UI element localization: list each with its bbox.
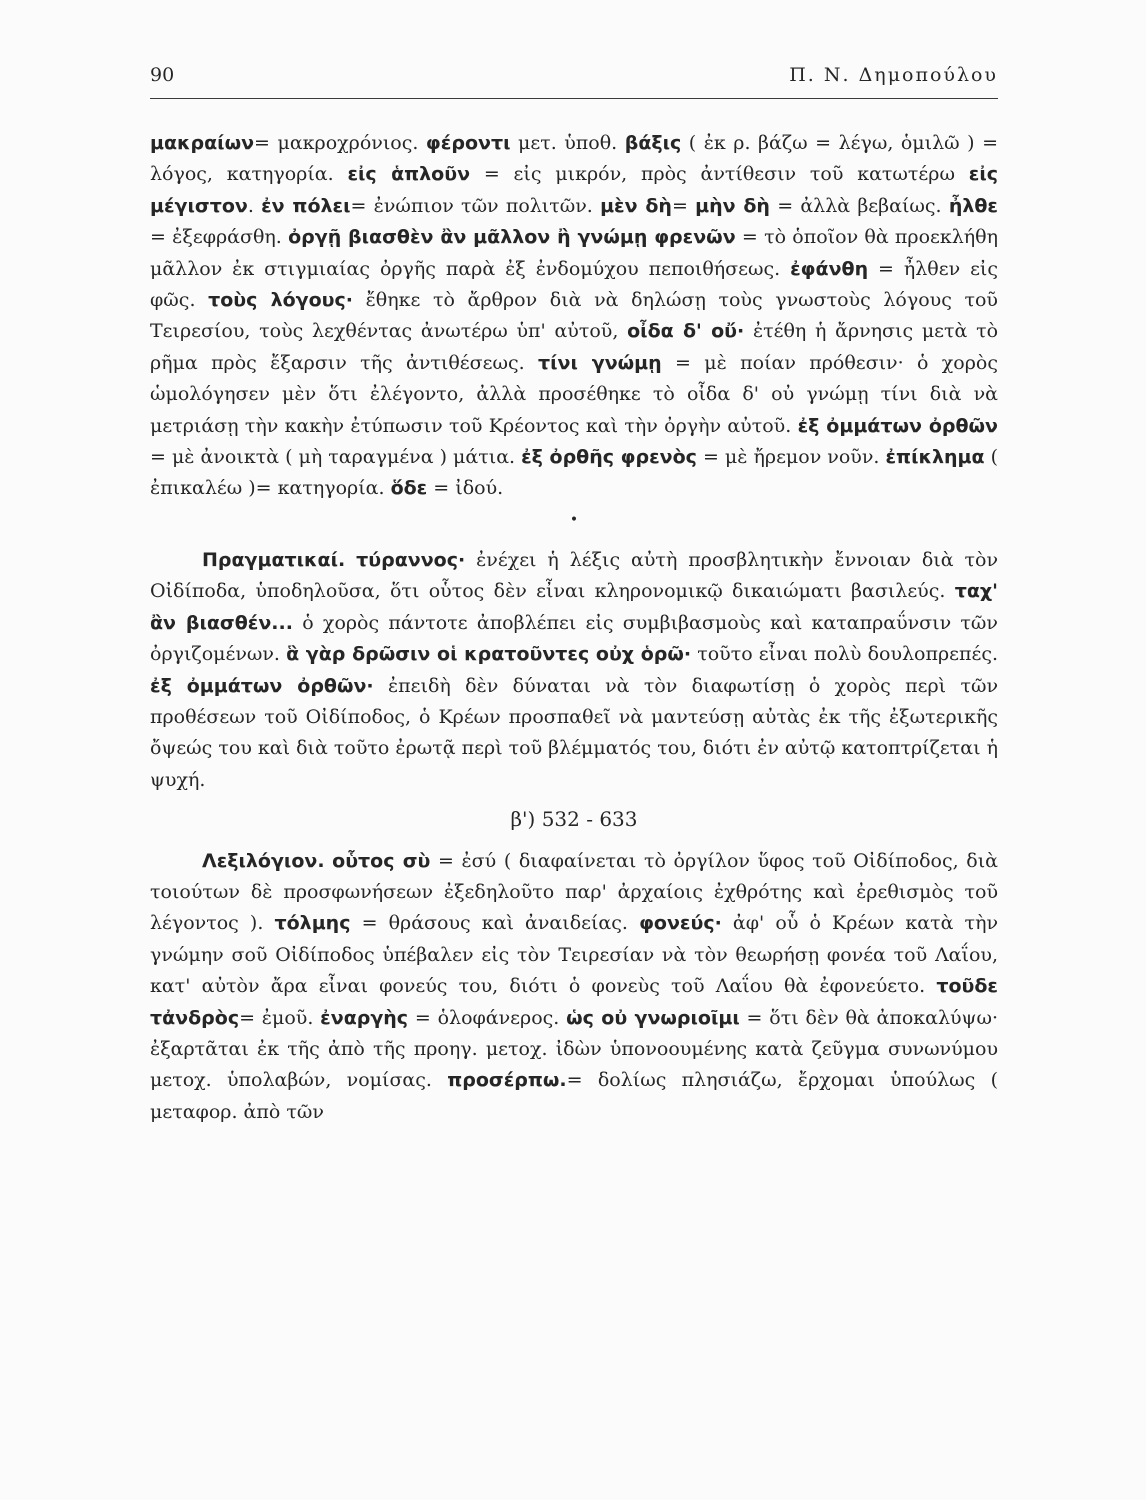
page-body <box>150 128 998 1128</box>
separator-dot: • <box>569 511 579 528</box>
headword: ὀργῇ βιασθὲν ἂν μᾶλλον ἢ γνώμῃ φρενῶν <box>288 226 736 249</box>
headword: ἐφάνθη <box>790 257 869 280</box>
headword: εἰς μέγιστον <box>150 163 998 217</box>
headword: τίνι γνώμῃ <box>537 351 662 374</box>
gloss-text: = ἰδού. <box>427 477 504 500</box>
headword: τοῦδε τἀνδρὸς <box>150 975 998 1029</box>
gloss-text: . <box>247 194 262 217</box>
gloss-text: = ἐνώπιον τῶν πολιτῶν. <box>350 194 601 217</box>
headword: τοὺς λόγους· <box>208 289 353 312</box>
headword: τύραννος· <box>356 548 466 571</box>
headword: Πραγματικαί. <box>202 548 346 571</box>
gloss-text: = ὅτι δὲν θὰ ἀποκαλύψω· ἐξαρτᾶται ἐκ τῆς ἀπὸ τῆς προηγ. μετοχ. ἰδὼν ὑπονοουμένης κατὰ ζεῦγμα συνωνύμου μετοχ. ὑπολαβών, νομίσας. <box>150 1006 998 1092</box>
headword: φέροντι <box>425 132 511 154</box>
headword: οὗτος σὺ <box>332 849 431 872</box>
headword: ἐξ ὀμμάτων ὀρθῶν· <box>150 674 374 697</box>
headword: ἐν πόλει <box>261 194 351 217</box>
gloss-text: = <box>671 194 696 217</box>
headword: ἐναργὴς <box>320 1006 409 1029</box>
paragraph-vocabulary-2 <box>150 846 998 1129</box>
gloss-text: μετ. ὑποθ. <box>510 132 625 154</box>
headword: φονεύς· <box>639 912 722 935</box>
headword: ταχ' ἂν βιασθέν... <box>150 580 998 634</box>
gloss-text: ( ἐκ ρ. βάζω = λέγω, ὁμιλῶ ) = λόγος, κατηγορία. <box>150 132 999 186</box>
gloss-text: τοῦτο εἶναι πολὺ δουλοπρεπές. <box>691 643 999 666</box>
gloss-text: = ὁλοφάνερος. <box>408 1006 567 1029</box>
gloss-text: ὁ χορὸς πάντοτε ἀποβλέπει εἰς συμβιβασμοὺς καὶ καταπραΰνσιν τῶν ὀργιζομένων. <box>150 611 998 666</box>
headword: τόλμης <box>274 912 351 935</box>
headword: ἃ γὰρ δρῶσιν οἱ κρατοῦντες οὐχ ὁρῶ· <box>286 643 692 666</box>
gloss-text: = ἐσύ ( διαφαίνεται τὸ ὀργίλον ὕφος τοῦ Οἰδίποδος, διὰ τοιούτων δὲ προσφωνήσεων ἐξεδηλοῦτο παρ' ἀρχαίοις ἐχθρότης καὶ ἐρεθισμὸς τοῦ λέγοντος ). <box>150 849 998 935</box>
headword: ἐπίκλημα <box>885 446 985 469</box>
gloss-text: = τὸ ὁποῖον θὰ προεκλήθη μᾶλλον ἐκ στιγμιαίας ὀργῆς παρὰ ἐξ ἐνδομύχου πεποιθήσεως. <box>150 226 998 280</box>
paragraph-vocabulary <box>150 128 998 505</box>
page-header <box>150 58 998 99</box>
gloss-text: = θράσους καὶ ἀναιδείας. <box>350 912 640 935</box>
gloss-text: ἀφ' οὗ ὁ Κρέων κατὰ τὴν γνώμην σοῦ Οἰδίποδος ὑπέβαλεν εἰς τὸν Τειρεσίαν νὰ τὸν θεωρήσῃ φονέα τοῦ Λαΐου, κατ' αὐτὸν ἄρα εἶναι φονεύς του, διότι ὁ φονεὺς τοῦ Λαΐου θὰ ἐφονεύετο. <box>150 912 998 998</box>
gloss-text: = ἀλλὰ βεβαίως. <box>769 194 949 217</box>
headword: ἦλθε <box>948 194 998 217</box>
gloss-text: ( ἐπικαλέω )= κατηγορία. <box>150 446 999 500</box>
gloss-text: = μὲ ἤρεμον νοῦν. <box>696 446 886 469</box>
headword: μὲν δὴ <box>600 194 672 217</box>
headword: Λεξιλόγιον. <box>202 849 325 872</box>
headword: μὴν δὴ <box>695 194 770 217</box>
gloss-text: ἐνέχει ἡ λέξις αὐτὴ προσβλητικὴν ἔννοιαν διὰ τὸν Οἰδίποδα, ὑποδηλοῦσα, ὅτι οὗτος δὲν εἶναι κληρονομικῷ δικαιώματι βασιλεύς. <box>150 548 999 603</box>
gloss-text: = μὲ ἀνοικτὰ ( μὴ ταραγμένα ) μάτια. <box>150 446 522 469</box>
gloss-text: = μακροχρόνιος. <box>254 132 426 154</box>
gloss-text: = ἐξεφράσθη. <box>150 226 289 249</box>
page-number: 90 <box>150 64 175 86</box>
gloss-text: = δολίως πλησιάζω, ἔρχομαι ὑπούλως ( μεταφορ. ἀπὸ τῶν <box>150 1069 998 1123</box>
headword: εἰς ἁπλοῦν <box>347 163 471 186</box>
headword: ἐξ ὀρθῆς φρενὸς <box>521 446 697 469</box>
gloss-text: = μὲ ποίαν πρόθεσιν· ὁ χορὸς ὡμολόγησεν μὲν ὅτι ἐλέγοντο, ἀλλὰ προσέθηκε τὸ οἶδα δ' οὐ γνώμῃ τίνι διὰ νὰ μετριάσῃ τὴν κακὴν ἐτύπωσιν τοῦ Κρέοντος καὶ τὴν ὀργὴν αὐτοῦ. <box>150 351 998 437</box>
paragraph-factual-notes <box>150 545 998 796</box>
headword: οἶδα δ' οὔ· <box>627 320 745 343</box>
headword: ὅδε <box>390 477 428 500</box>
gloss-text <box>345 549 356 571</box>
gloss-text: ἔθηκε τὸ ἄρθρον διὰ νὰ δηλώσῃ τοὺς γνωστοὺς λόγους τοῦ Τειρεσίου, τοὺς λεχθέντας ἀνωτέρω ὑπ' αὐτοῦ, <box>150 289 998 343</box>
headword: προσέρπω. <box>447 1069 567 1092</box>
headword: βάξις <box>624 132 682 154</box>
section-heading: β') 532 - 633 <box>510 807 638 832</box>
gloss-text: ἐτέθη ἡ ἄρνησις μετὰ τὸ ρῆμα πρὸς ἔξαρσιν τῆς ἀντιθέσεως. <box>150 320 999 374</box>
gloss-text: ἐπειδὴ δὲν δύναται νὰ τὸν διαφωτίσῃ ὁ χορὸς περὶ τῶν προθέσεων τοῦ Οἰδίποδος, ὁ Κρέων προσπαθεῖ νὰ μαντεύσῃ αὐτὰς ἐκ τῆς ἐξωτερικῆς ὄψεώς του καὶ διὰ τοῦτο ἐρωτᾷ περὶ τοῦ βλέμματός του, διότι ἐν αὐτῷ κατοπτρίζεται ἡ ψυχή. <box>150 674 998 791</box>
headword: ἐξ ὀμμάτων ὀρθῶν <box>797 414 998 437</box>
running-head: Π. Ν. Δημοπούλου <box>789 64 998 86</box>
headword: μακραίων <box>150 132 255 154</box>
gloss-text: = ἦλθεν εἰς φῶς. <box>150 257 999 312</box>
headword: ὡς οὐ γνωριοῖμι <box>566 1006 740 1029</box>
gloss-text: = εἰς μικρόν, πρὸς ἀντίθεσιν τοῦ κατωτέρω <box>470 163 969 186</box>
gloss-text: = ἐμοῦ. <box>239 1006 321 1029</box>
